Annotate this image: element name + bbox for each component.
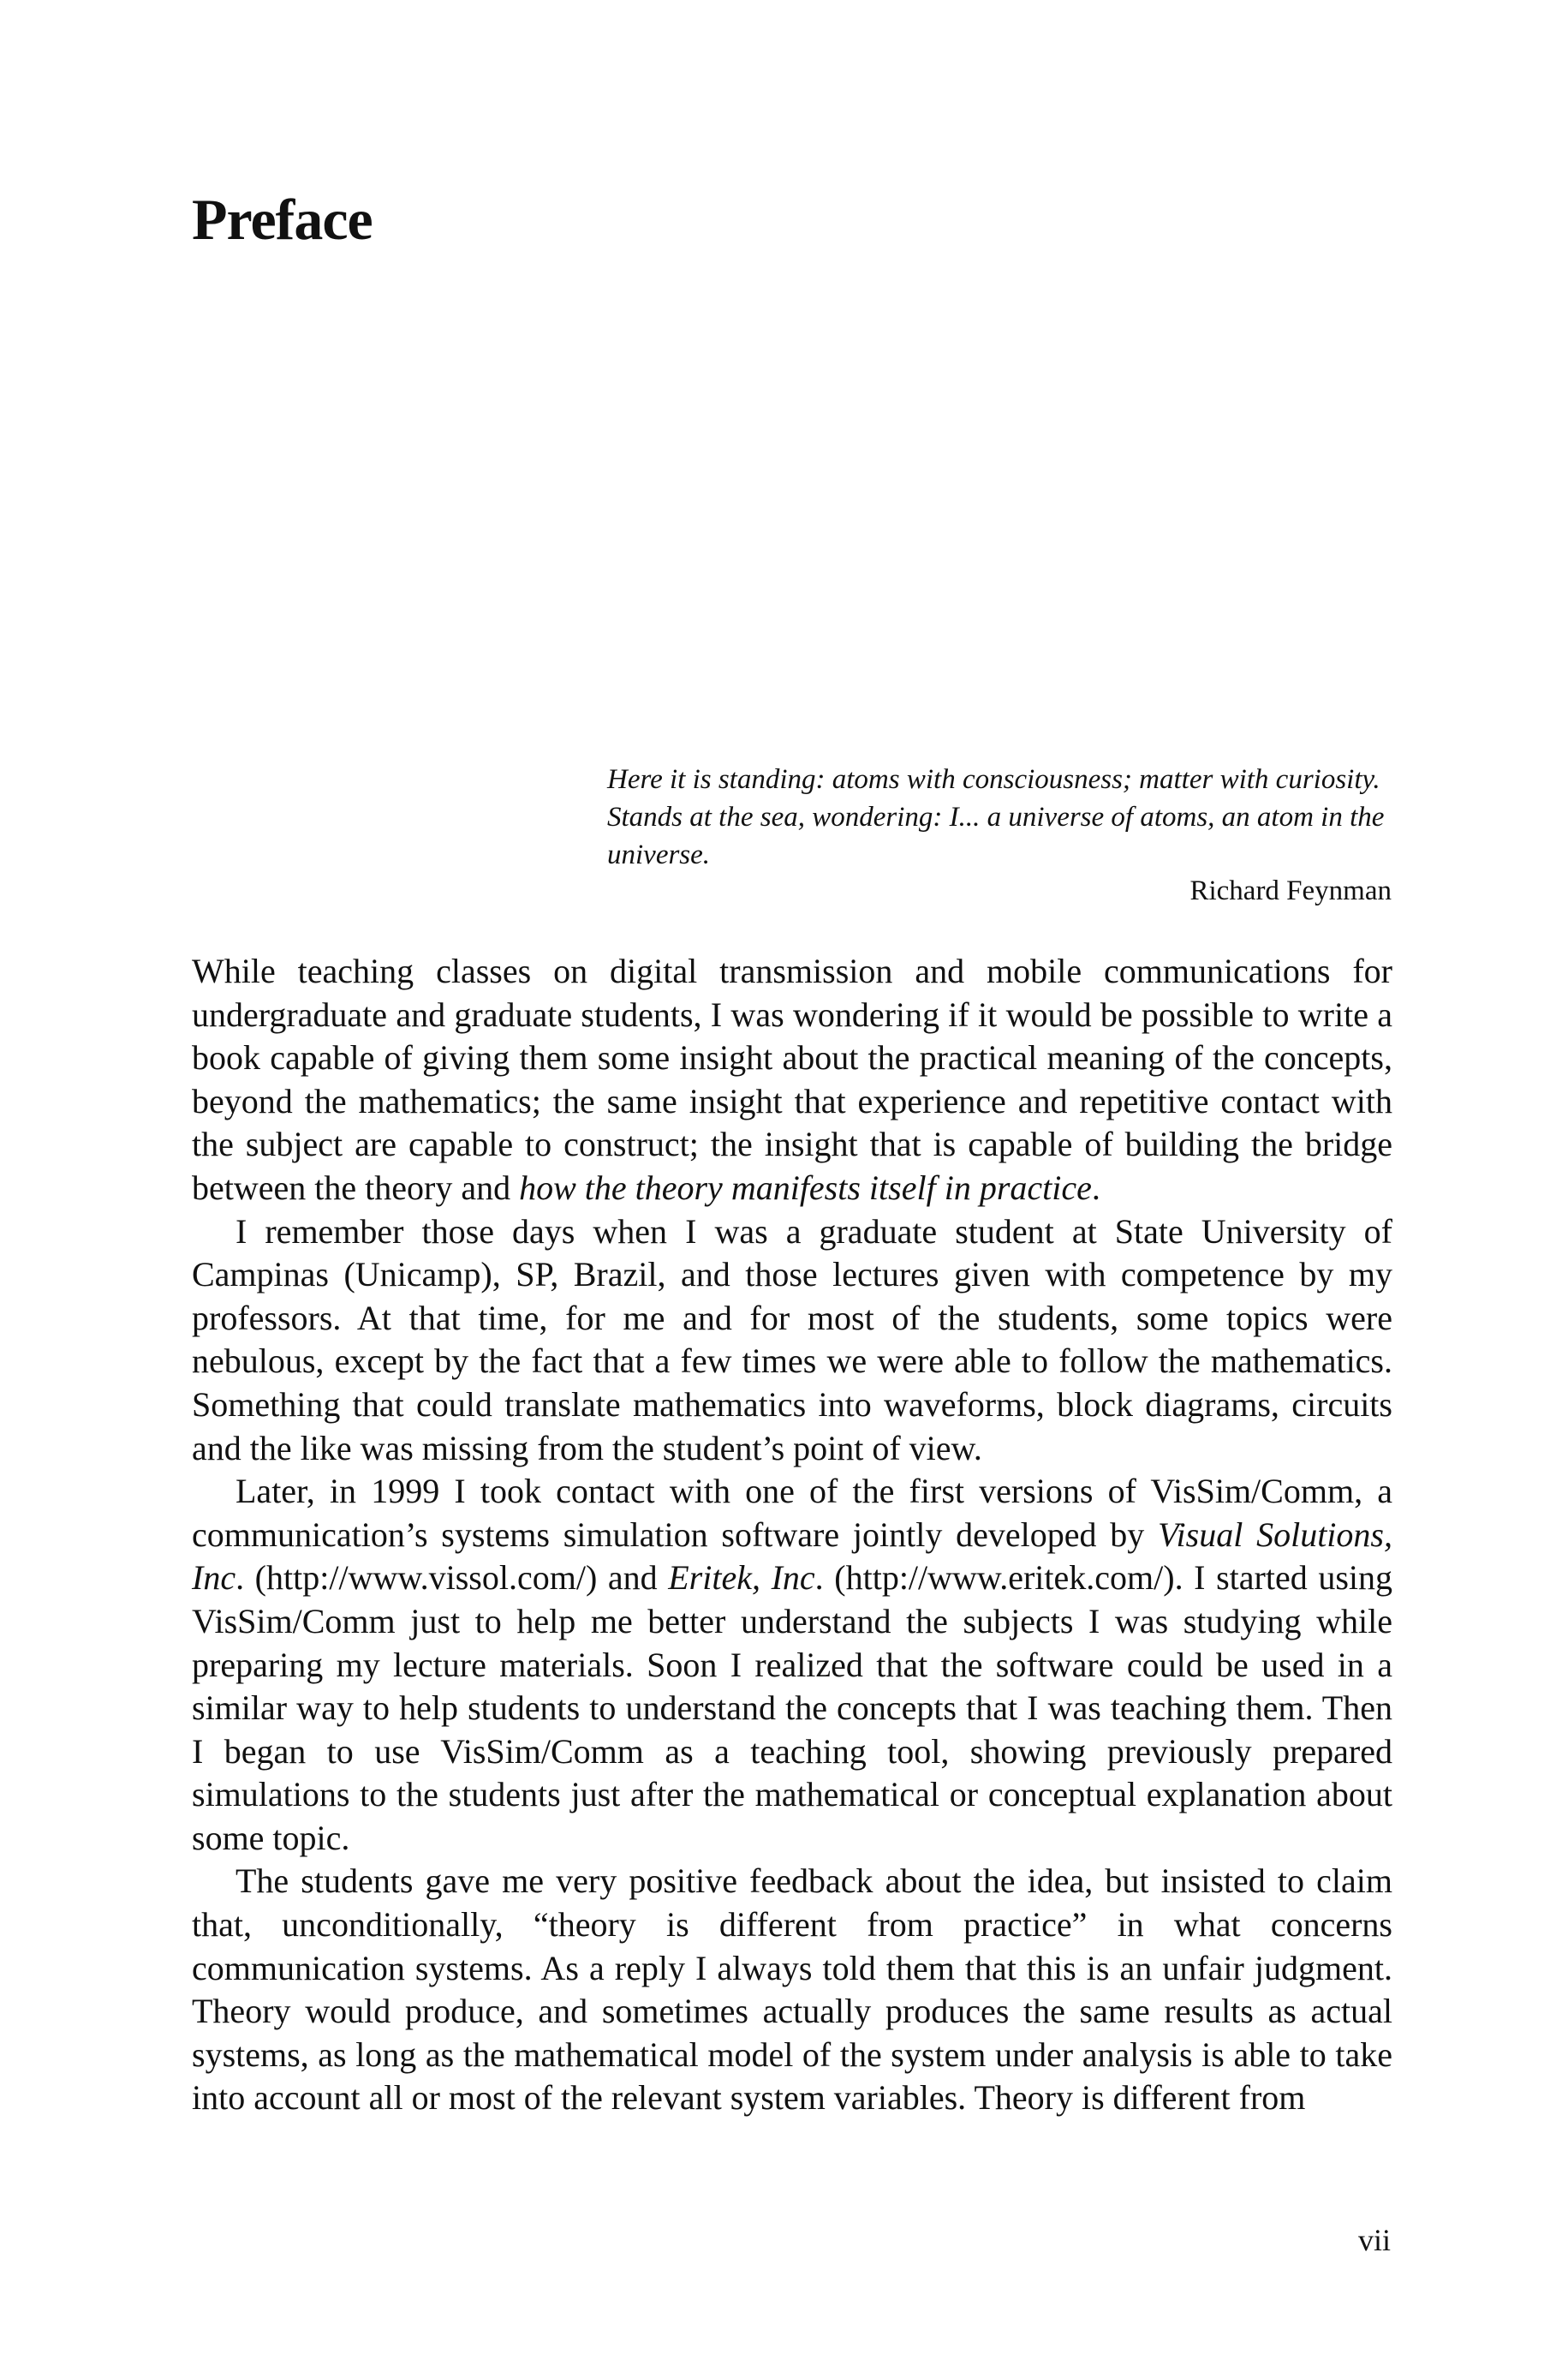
paragraph-3-text-3: . (http://www.eritek.com/). I started using VisSim/Comm just to help me better understand the subjects I was studying while preparing my lecture materials. Soon I realized that the software could be used in a similar way to help students to understand the concepts that I was teaching them. Then I began to use VisSim/Comm as a teaching tool, showing previously prepared simulations to the students just after the mathematical or conceptual explanation about some topic. <box>192 1558 1392 1857</box>
page-number: vii <box>1357 2223 1391 2257</box>
paragraph-1-emphasis: how the theory manifests itself in practice <box>519 1168 1092 1207</box>
paragraph-3-text-2: . (http://www.vissol.com/) and <box>235 1558 669 1598</box>
epigraph <box>607 761 1392 910</box>
epigraph-quote: Here it is standing: atoms with consciousness; matter with curiosity. Stands at the sea, wondering: I... a universe of atoms, an atom in the universe. <box>607 764 1385 870</box>
paragraph-1 <box>192 950 1392 1210</box>
company-name-eritek: Eritek, Inc <box>668 1558 815 1598</box>
paragraph-3 <box>192 1470 1392 1860</box>
epigraph-author: Richard Feynman <box>1189 875 1392 906</box>
company-name-visual-solutions: Visual Solutions, Inc <box>192 1515 1392 1598</box>
page-title: Preface <box>192 187 373 252</box>
paragraph-4: The students gave me very positive feedback about the idea, but insisted to claim that, unconditionally, “theory is different from practice” in what concerns communication systems. As a reply I always told them that this is an unfair judgment. Theory would produce, and sometimes actually produces the same results as actual systems, as long as the mathematical model of the system under analysis is able to take into account all or most of the relevant system variables. Theory is different from <box>192 1861 1392 2118</box>
paragraph-3-text: Later, in 1999 I took contact with one of the first versions of VisSim/Comm, a communication’s systems simulation software jointly developed by <box>192 1472 1392 1554</box>
paragraph-2: I remember those days when I was a graduate student at State University of Campinas (Unicamp), SP, Brazil, and those lectures given with competence by my professors. At that time, for me and for most of the students, some topics were nebulous, except by the fact that a few times we were able to follow the mathematics. Something that could translate mathematics into waveforms, block diagrams, circuits and the like was missing from the student’s point of view. <box>192 1211 1392 1467</box>
paragraph-1-end: . <box>1091 1168 1100 1207</box>
preface-body <box>192 950 1392 2120</box>
paragraph-1-text: While teaching classes on digital transmission and mobile communications for undergraduate and graduate students, I was wondering if it would be possible to write a book capable of giving them some insight about the practical meaning of the concepts, beyond the mathematics; the same insight that experience and repetitive contact with the subject are capable to construct; the insight that is capable of building the bridge between the theory and <box>192 952 1392 1207</box>
